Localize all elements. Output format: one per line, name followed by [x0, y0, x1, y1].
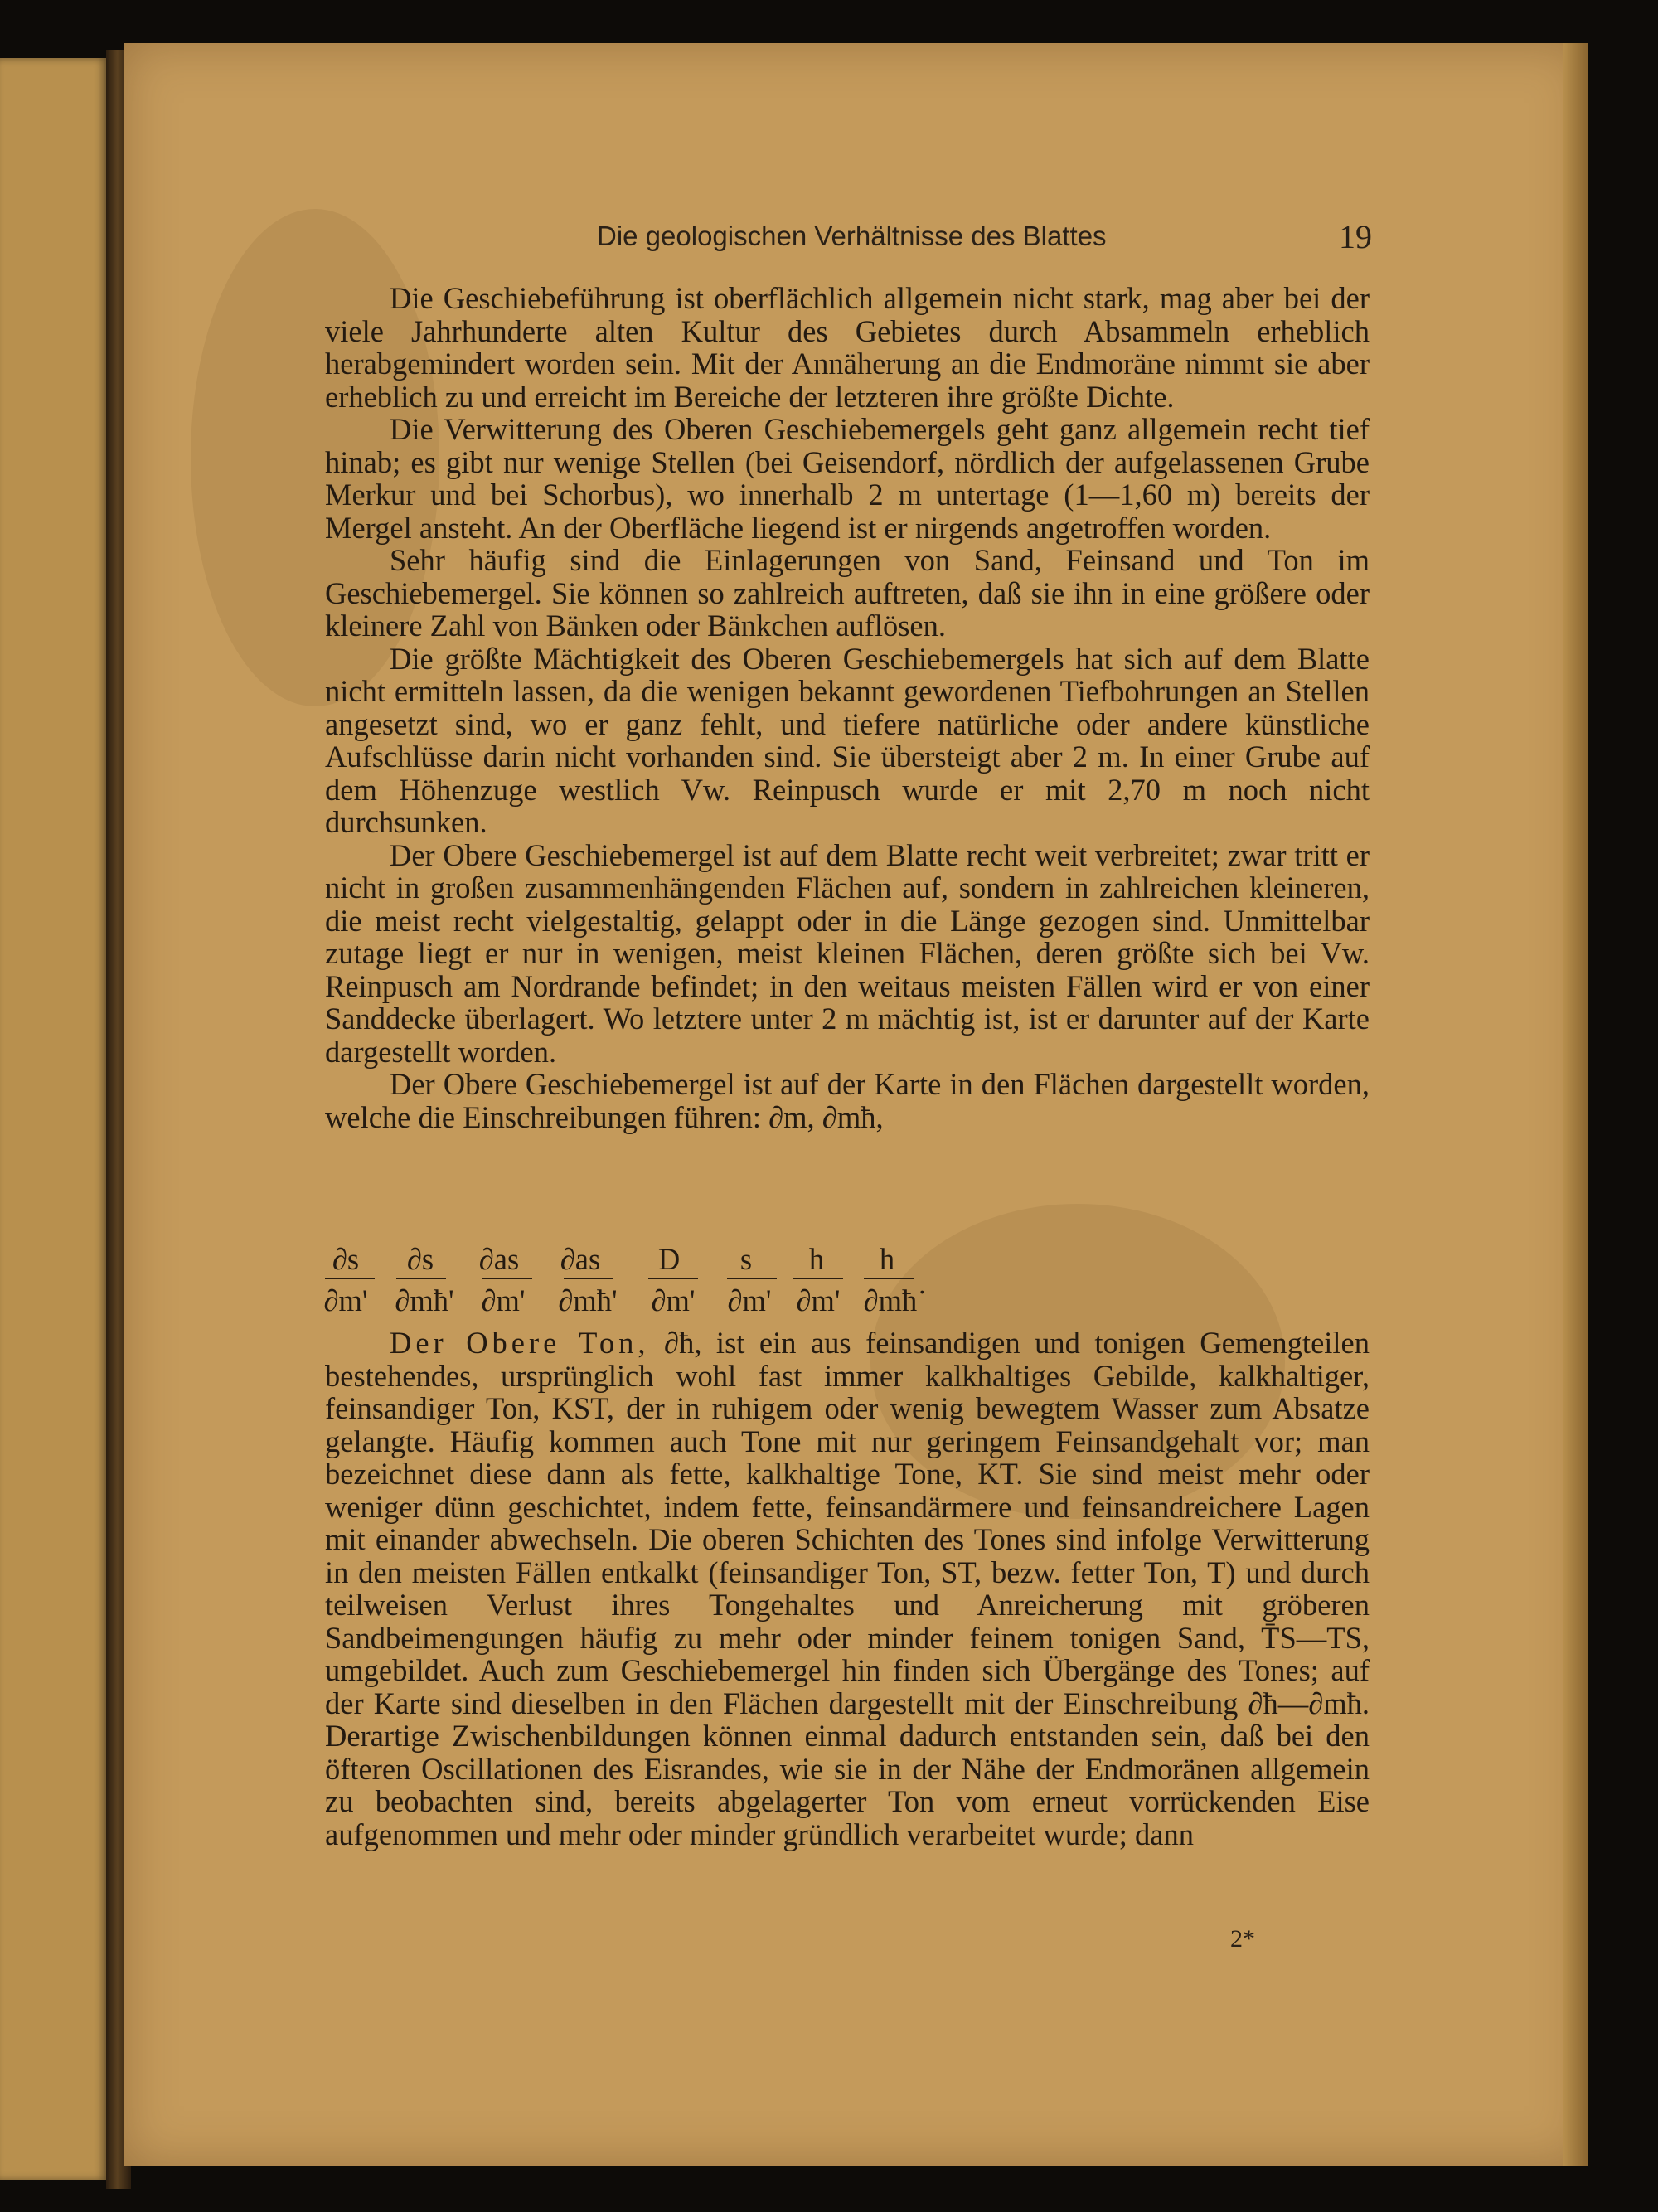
fraction-bar	[325, 1278, 375, 1279]
denominator: ∂mħ˙	[863, 1283, 928, 1317]
fraction-bar	[396, 1278, 446, 1279]
paragraph: Die Geschiebeführung ist oberflächlich allgemein nicht stark, mag aber bei der viele Jahrhunderte alten Kultur des Gebietes durch Absammeln erheblich herabgemindert worden sein. Mit der Annäherung an die Endmoräne nimmt sie aber erheblich zu und erreicht im Bereiche der letzteren ihre größte Dichte.	[325, 281, 1370, 414]
fraction-bar	[648, 1278, 698, 1279]
paragraph	[325, 1327, 1370, 1851]
paragraph: Sehr häufig sind die Einlagerungen von Sand, Feinsand und Ton im Geschiebemergel. Sie können so zahlreich auftreten, daß sie ihn in eine größere oder kleinere Zahl von Bänken oder Bänkchen auflösen.	[325, 543, 1370, 643]
page-edge	[1563, 43, 1588, 2166]
denominator: ∂mħ'	[558, 1283, 618, 1317]
numerator: ∂as	[478, 1242, 520, 1276]
fraction-bar	[564, 1278, 613, 1279]
denominator: ∂m'	[796, 1283, 841, 1317]
fraction-denominators	[325, 1283, 955, 1316]
denominator: ∂m'	[481, 1283, 526, 1317]
numerator: ∂s	[332, 1242, 360, 1276]
fraction-bar	[864, 1278, 914, 1279]
signature-mark: 2*	[1230, 1925, 1255, 1952]
previous-page-edge	[0, 58, 108, 2180]
paragraph: Der Obere Geschiebemergel ist auf der Karte in den Flächen dargestellt worden, welche die Einschreibungen führen: ∂m, ∂mħ,	[325, 1067, 1370, 1134]
numerator: D	[657, 1242, 681, 1276]
numerator: ∂as	[560, 1242, 601, 1276]
numerator: ∂s	[406, 1242, 434, 1276]
fraction-bar	[727, 1278, 777, 1279]
paragraph: Die Verwitterung des Oberen Geschiebemergels geht ganz allgemein recht tief hinab; es gibt nur wenige Stellen (bei Geisendorf, nördlich der aufgelassenen Grube Merkur und bei Schorbus), wo innerhalb 2 m untertage (1—1,60 m) bereits der Mergel ansteht. An der Oberfläche liegend ist er nirgends angetroffen worden.	[325, 412, 1370, 545]
denominator: ∂m'	[727, 1283, 772, 1317]
obere-ton-section	[325, 1327, 1370, 1851]
fraction-bar	[793, 1278, 843, 1279]
fraction-bar	[482, 1278, 532, 1279]
section-term: Der Obere Ton,	[390, 1326, 650, 1360]
page-number: 19	[1339, 218, 1372, 255]
denominator: ∂m'	[323, 1283, 368, 1317]
running-header	[597, 217, 1372, 257]
fraction-numerators	[325, 1241, 955, 1274]
numerator: h	[879, 1242, 895, 1276]
header-title: Die geologischen Verhältnisse des Blattes	[597, 221, 1107, 251]
numerator: s	[739, 1242, 753, 1276]
denominator: ∂mħ'	[395, 1283, 454, 1317]
denominator: ∂m'	[651, 1283, 696, 1317]
main-text	[325, 282, 1370, 1133]
paragraph: Die größte Mächtigkeit des Oberen Geschiebemergels hat sich auf dem Blatte nicht ermitteln lassen, da die wenigen bekannt gewordenen Tiefbohrungen an Stellen angesetzt sind, wo er ganz fehlt, und tiefere natürliche oder andere künstliche Aufschlüsse darin nicht vorhanden sind. Sie übersteigt aber 2 m. In einer Grube auf dem Höhenzuge westlich Vw. Reinpusch wurde er mit 2,70 m noch nicht durchsunken.	[325, 641, 1370, 839]
numerator: h	[808, 1242, 825, 1276]
paragraph: Der Obere Geschiebemergel ist auf dem Blatte recht weit verbreitet; zwar tritt er nicht in großen zusammenhängenden Flächen auf, sondern in zahlreichen kleineren, die meist recht vielgestaltig, gelappt oder in die Länge gezogen sind. Unmittelbar zutage liegt er nur in wenigen, meist kleinen Flächen, deren größte sich bei Vw. Reinpusch am Nordrande befindet; in den weitaus meisten Fällen wird er von einer Sanddecke überlagert. Wo letztere unter 2 m mächtig ist, ist er darunter auf der Karte dargestellt worden.	[325, 837, 1370, 1069]
section-text: ∂ħ, ist ein aus feinsandigen und tonigen Gemengteilen bestehendes, ursprünglich wohl fast immer kalkhaltiges Gebilde, kalkhaltiger, feinsandiger Ton, KST, der in ruhigem oder wenig bewegtem Wasser zum Absatze gelangte. Häufig kommen auch Tone mit nur geringem Feinsandgehalt vor; man bezeichnet diese dann als fette, kalkhaltige Tone, KT. Sie sind meist mehr oder weniger dünn geschichtet, indem fette, feinsandärmere und feinsandreichere Lagen mit einander abwechseln. Die oberen Schichten des Tones sind infolge Verwitterung in den meisten Fällen entkalkt (feinsandiger Ton, ST, bezw. fetter Ton, T) und durch teilweisen Verlust ihres Tongehaltes und Anreicherung mit gröberen Sandbeimengungen häufig zu mehr oder minder feinem tonigen Sand, T̄S—TS, umgebildet. Auch zum Geschiebemergel hin finden sich Übergänge des Tones; auf der Karte sind dieselben in den Flächen dargestellt mit der Einschreibung ∂ħ—∂mħ. Derartige Zwischenbildungen können einmal dadurch entstanden sein, daß bei den öfteren Oscillationen des Eisrandes, wie sie in der Nähe der Endmoränen allgemein zu beobachten sind, bereits abgelagerter Ton vom erneut vorrückenden Eise aufgenommen und mehr oder minder gründlich verarbeitet wurde; dann	[325, 1326, 1370, 1851]
